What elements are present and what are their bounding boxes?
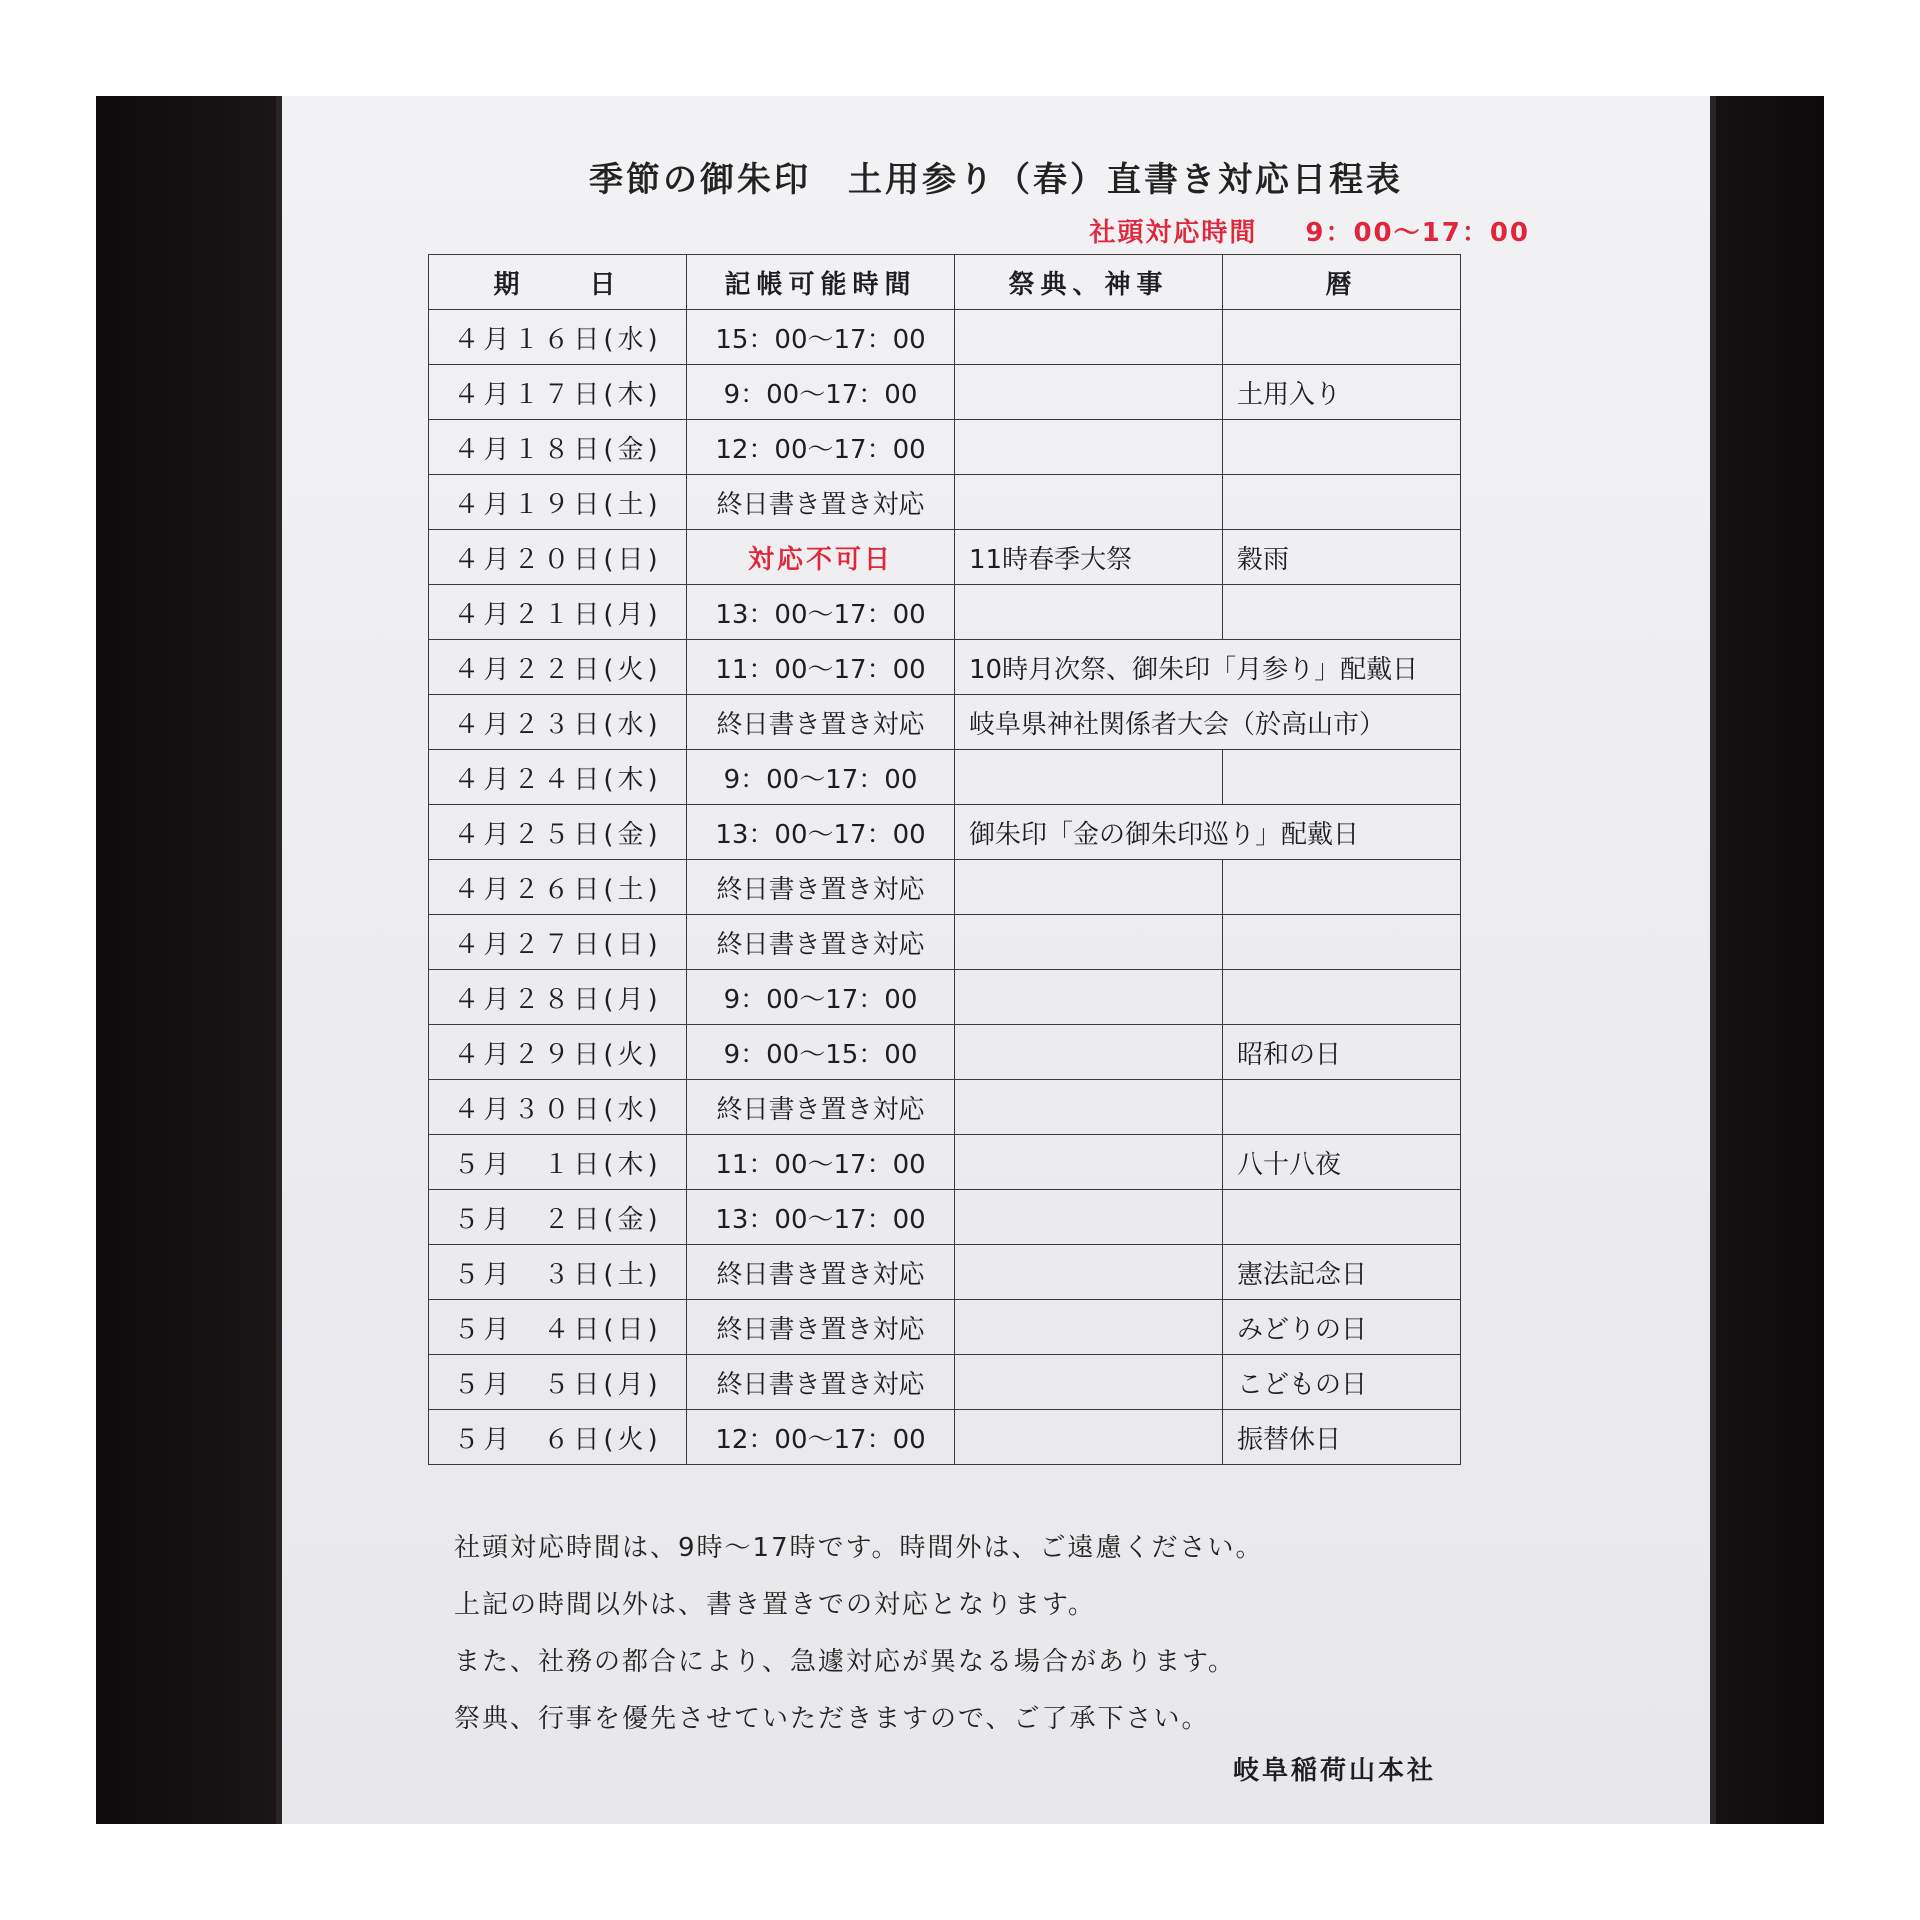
time-cell: 終日書き置き対応 bbox=[687, 1300, 955, 1355]
note-line: また、社務の都合により、急遽対応が異なる場合があります。 bbox=[454, 1647, 1236, 1677]
date-cell: ４月２７日(日) bbox=[429, 915, 687, 970]
table-row bbox=[429, 1135, 1461, 1190]
time-cell: 終日書き置き対応 bbox=[687, 695, 955, 750]
time-cell: 13：00～17：00 bbox=[687, 1190, 955, 1245]
calendar-cell: 土用入り bbox=[1223, 365, 1461, 420]
header-calendar: 暦 bbox=[1223, 255, 1461, 310]
table-row bbox=[429, 1410, 1461, 1465]
calendar-cell bbox=[1223, 1080, 1461, 1135]
calendar-cell: こどもの日 bbox=[1223, 1355, 1461, 1410]
date-cell: ４月１８日(金) bbox=[429, 420, 687, 475]
table-row bbox=[429, 365, 1461, 420]
calendar-cell: みどりの日 bbox=[1223, 1300, 1461, 1355]
table-row bbox=[429, 1025, 1461, 1080]
calendar-cell: 八十八夜 bbox=[1223, 1135, 1461, 1190]
notice-sheet bbox=[282, 96, 1710, 1824]
calendar-cell bbox=[1223, 310, 1461, 365]
date-cell: ４月２２日(火) bbox=[429, 640, 687, 695]
time-cell: 9：00～17：00 bbox=[687, 750, 955, 805]
event-cell bbox=[955, 1300, 1223, 1355]
schedule-table bbox=[428, 254, 1461, 1465]
time-cell: 15：00～17：00 bbox=[687, 310, 955, 365]
date-cell: ５月 ２日(金) bbox=[429, 1190, 687, 1245]
event-cell bbox=[955, 1355, 1223, 1410]
time-cell: 9：00～17：00 bbox=[687, 365, 955, 420]
time-cell: 終日書き置き対応 bbox=[687, 860, 955, 915]
calendar-cell bbox=[1223, 915, 1461, 970]
time-cell: 11：00～17：00 bbox=[687, 1135, 955, 1190]
calendar-cell bbox=[1223, 970, 1461, 1025]
time-cell: 終日書き置き対応 bbox=[687, 475, 955, 530]
shrine-hours-value: 9：00～17：00 bbox=[1305, 218, 1530, 248]
notes-block bbox=[454, 1520, 1264, 1748]
event-cell bbox=[955, 585, 1223, 640]
event-cell bbox=[955, 970, 1223, 1025]
calendar-cell: 昭和の日 bbox=[1223, 1025, 1461, 1080]
header-date: 期 日 bbox=[429, 255, 687, 310]
table-row bbox=[429, 695, 1461, 750]
date-cell: ４月２１日(月) bbox=[429, 585, 687, 640]
date-cell: ４月２３日(水) bbox=[429, 695, 687, 750]
table-row bbox=[429, 420, 1461, 475]
time-cell: 13：00～17：00 bbox=[687, 585, 955, 640]
date-cell: ４月１６日(水) bbox=[429, 310, 687, 365]
shrine-signature: 岐阜稲荷山本社 bbox=[1232, 1756, 1436, 1786]
date-cell: ４月１９日(土) bbox=[429, 475, 687, 530]
date-cell: ４月２０日(日) bbox=[429, 530, 687, 585]
time-cell: 13：00～17：00 bbox=[687, 805, 955, 860]
table-row bbox=[429, 475, 1461, 530]
header-time: 記帳可能時間 bbox=[687, 255, 955, 310]
event-cell: 10時月次祭、御朱印「月参り」配戴日 bbox=[955, 640, 1461, 695]
event-cell bbox=[955, 1410, 1223, 1465]
shrine-hours-note bbox=[1089, 212, 1530, 249]
calendar-cell bbox=[1223, 1190, 1461, 1245]
event-cell bbox=[955, 750, 1223, 805]
event-cell bbox=[955, 1025, 1223, 1080]
event-cell bbox=[955, 1245, 1223, 1300]
calendar-cell bbox=[1223, 475, 1461, 530]
calendar-cell bbox=[1223, 585, 1461, 640]
shrine-hours-label: 社頭対応時間 bbox=[1089, 218, 1258, 248]
time-cell: 終日書き置き対応 bbox=[687, 915, 955, 970]
table-row bbox=[429, 805, 1461, 860]
calendar-cell: 穀雨 bbox=[1223, 530, 1461, 585]
time-cell: 9：00～15：00 bbox=[687, 1025, 955, 1080]
event-cell bbox=[955, 475, 1223, 530]
date-cell: ４月２４日(木) bbox=[429, 750, 687, 805]
event-cell bbox=[955, 1080, 1223, 1135]
calendar-cell bbox=[1223, 860, 1461, 915]
notice-title: 季節の御朱印 土用参り（春）直書き対応日程表 bbox=[589, 160, 1403, 200]
table-row bbox=[429, 1300, 1461, 1355]
time-cell: 終日書き置き対応 bbox=[687, 1355, 955, 1410]
event-cell bbox=[955, 860, 1223, 915]
time-cell: 12：00～17：00 bbox=[687, 1410, 955, 1465]
calendar-cell: 憲法記念日 bbox=[1223, 1245, 1461, 1300]
table-row bbox=[429, 750, 1461, 805]
unavailable-cell: 対応不可日 bbox=[687, 530, 955, 585]
time-cell: 12：00～17：00 bbox=[687, 420, 955, 475]
date-cell: ５月 ３日(土) bbox=[429, 1245, 687, 1300]
date-cell: ４月２５日(金) bbox=[429, 805, 687, 860]
table-row bbox=[429, 640, 1461, 695]
time-cell: 終日書き置き対応 bbox=[687, 1245, 955, 1300]
calendar-cell bbox=[1223, 420, 1461, 475]
date-cell: ４月３０日(水) bbox=[429, 1080, 687, 1135]
table-row bbox=[429, 1245, 1461, 1300]
date-cell: ４月２８日(月) bbox=[429, 970, 687, 1025]
table-row bbox=[429, 530, 1461, 585]
table-row bbox=[429, 1190, 1461, 1245]
date-cell: ４月２６日(土) bbox=[429, 860, 687, 915]
table-row bbox=[429, 915, 1461, 970]
table-row bbox=[429, 1355, 1461, 1410]
table-row bbox=[429, 860, 1461, 915]
event-cell bbox=[955, 1190, 1223, 1245]
event-cell bbox=[955, 915, 1223, 970]
note-line: 上記の時間以外は、書き置きでの対応となります。 bbox=[454, 1590, 1096, 1620]
table-row bbox=[429, 585, 1461, 640]
event-cell bbox=[955, 1135, 1223, 1190]
schedule-body bbox=[429, 310, 1461, 1465]
note-line: 社頭対応時間は、9時～17時です。時間外は、ご遠慮ください。 bbox=[454, 1533, 1264, 1563]
header-event: 祭典、神事 bbox=[955, 255, 1223, 310]
date-cell: ５月 ６日(火) bbox=[429, 1410, 687, 1465]
date-cell: ５月 ４日(日) bbox=[429, 1300, 687, 1355]
table-row bbox=[429, 970, 1461, 1025]
event-cell bbox=[955, 365, 1223, 420]
event-cell: 11時春季大祭 bbox=[955, 530, 1223, 585]
table-row bbox=[429, 310, 1461, 365]
time-cell: 終日書き置き対応 bbox=[687, 1080, 955, 1135]
date-cell: ４月２９日(火) bbox=[429, 1025, 687, 1080]
calendar-cell: 振替休日 bbox=[1223, 1410, 1461, 1465]
event-cell bbox=[955, 420, 1223, 475]
date-cell: ５月 １日(木) bbox=[429, 1135, 687, 1190]
date-cell: ４月１７日(木) bbox=[429, 365, 687, 420]
event-cell bbox=[955, 310, 1223, 365]
calendar-cell bbox=[1223, 750, 1461, 805]
table-header-row bbox=[429, 255, 1461, 310]
table-row bbox=[429, 1080, 1461, 1135]
event-cell: 岐阜県神社関係者大会（於高山市） bbox=[955, 695, 1461, 750]
event-cell: 御朱印「金の御朱印巡り」配戴日 bbox=[955, 805, 1461, 860]
time-cell: 11：00～17：00 bbox=[687, 640, 955, 695]
time-cell: 9：00～17：00 bbox=[687, 970, 955, 1025]
date-cell: ５月 ５日(月) bbox=[429, 1355, 687, 1410]
note-line: 祭典、行事を優先させていただきますので、ご了承下さい。 bbox=[454, 1704, 1210, 1734]
